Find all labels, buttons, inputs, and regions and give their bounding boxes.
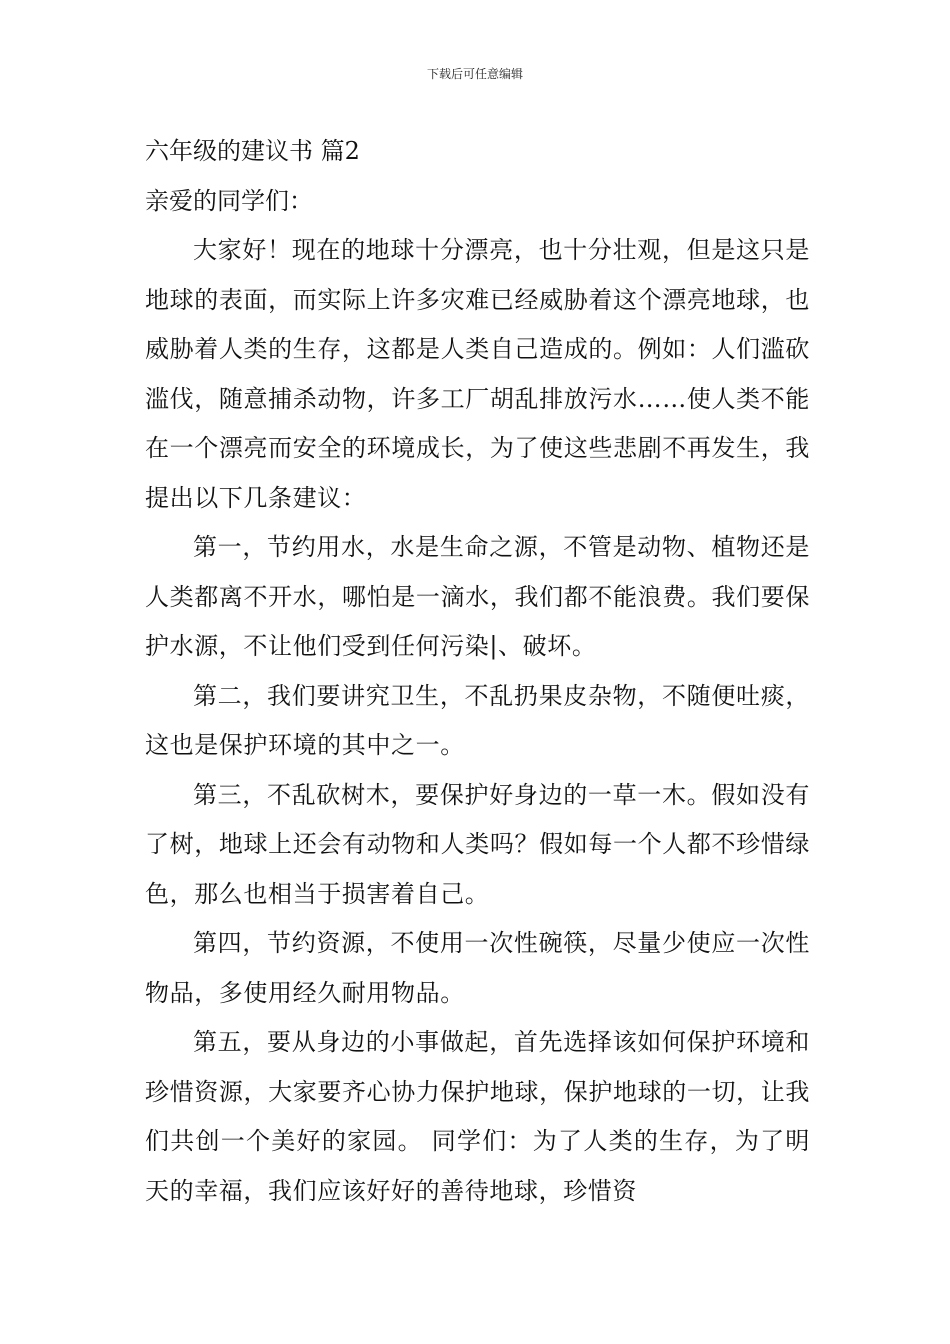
paragraph-suggestion-2: 第二，我们要讲究卫生，不乱扔果皮杂物，不随便吐痰，这也是保护环境的其中之一。 bbox=[145, 681, 810, 759]
paragraph-intro: 大家好！现在的地球十分漂亮，也十分壮观，但是这只是地球的表面，而实际上许多灾难已经威胁着这个漂亮地球，也威胁着人类的生存，这都是人类自己造成的。例如：人们滥砍滥伐，随意捕杀动物，许多工厂胡乱排放污水……使人类不能在一个漂亮而安全的环境成长，为了使这些悲剧不再发生，我提出以下几条建议： bbox=[145, 236, 810, 512]
document-body bbox=[145, 127, 810, 1216]
document-title: 六年级的建议书 篇2 bbox=[145, 137, 360, 165]
paragraph-suggestion-3: 第三，不乱砍树木，要保护好身边的一草一木。假如没有了树，地球上还会有动物和人类吗？假如每一个人都不珍惜绿色，那么也相当于损害着自己。 bbox=[145, 780, 810, 908]
paragraph-suggestion-5: 第五，要从身边的小事做起，首先选择该如何保护环境和珍惜资源，大家要齐心协力保护地球，保护地球的一切，让我们共创一个美好的家园。 同学们：为了人类的生存，为了明天的幸福，我们应该好好的善待地球，珍惜资 bbox=[145, 1028, 810, 1205]
paragraph-suggestion-1: 第一，节约用水，水是生命之源，不管是动物、植物还是人类都离不开水，哪怕是一滴水，我们都不能浪费。我们要保护水源，不让他们受到任何污染|、破坏。 bbox=[145, 533, 810, 660]
page-header-note: 下载后可任意编辑 bbox=[426, 67, 523, 81]
paragraph-suggestion-4: 第四，节约资源，不使用一次性碗筷，尽量少使应一次性物品，多使用经久耐用物品。 bbox=[145, 929, 810, 1007]
greeting-line: 亲爱的同学们： bbox=[145, 186, 313, 215]
